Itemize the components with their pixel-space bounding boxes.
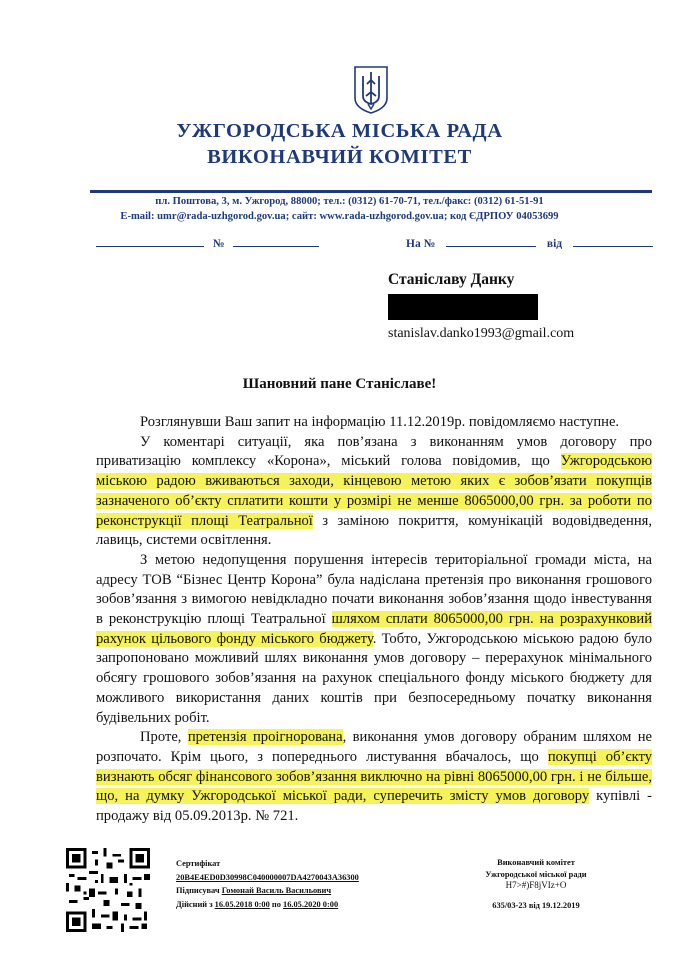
certificate-serial: 20B4E4ED0D30998C040000007DA4270043A36300 [176,872,359,882]
letter-body [96,413,652,827]
paragraph-1: Розглянувши Ваш запит на інформацію 11.12.2019р. повідомляємо наступне. [140,414,620,430]
paragraph-2: У коментарі ситуації, яка пов’язана з виконанням умов договору про приватизацію комплексу «Корона», міський голова повідомив, що Ужгородською міською радою вживаються заходи, кінцевою метою яких є зобов’язати покупців зазначеного об’єкту сплатити кошти у розмірі не менше 8065000,00 грн. за роботи по реконструкції площі Театральної з заміною покриття, комунікацій водовідведення, лавиць, системи освітлення. [96,433,653,549]
outgoing-number-line [96,236,319,250]
valid-from: 16.05.2018 0:00 [214,899,270,909]
reply-number-line [406,236,653,250]
coat-of-arms-icon [354,66,388,114]
paragraph-3: З метою недопущення порушення інтересів територіальної громади міста, на адресу ТОВ “Бізнес Центр Корона” була надіслана претензія про виконання грошового зобов’язання з вимогою невідкладно почати виконання зобов’язання щодо інвестування в реконструкцію площі Театральної шляхом сплати 8065000,00 грн. на розрахунковий рахунок цільового фонду міського бюджету. Тобто, Ужгородською міською радою було запропоновано можливий шлях виконання умов договору – перерахунок мінімального обсягу грошового зобов’язання на рахунок спеціального фонду міського бюджету для можливого використання даних коштів при безпосередньому початку виконання будівельних робіт. [96,551,653,726]
addressee-email: stanislav.danko1993@gmail.com [388,326,575,341]
highlight: покупці об’єкту визнають обсяг фінансового зобов’язання виключно на рівні 8065000,00 грн. і не більше, що, на думку Ужгородської міської ради, суперечить змісту умов договору [96,748,653,805]
signature-certificate: Сертифікат 20B4E4ED0D30998C040000007DA4270043A36300 Підписувач Гомонай Василь Васильович Дійсний з 16.05.2018 0:00 по 16.05.2020 0:00 [176,859,359,909]
number-label: № [212,238,225,250]
reply-date-blank [573,236,653,247]
paragraph-4: Проте, претензія проігнорована, виконання умов договору обраним шляхом не розпочато. Крім цього, з попереднього листування вбачалось, що покупці об’єкту визнають обсяг фінансового зобов’язання виключно на рівні 8065000,00 грн. і не більше, що, на думку Ужгородської міської ради, суперечить змісту умов договору купівлі - продажу від 05.09.2013р. № 721. [96,729,653,825]
org-subtitle: ВИКОНАВЧИЙ КОМІТЕТ [207,146,472,168]
certificate-label: Сертифікат [176,859,221,868]
date-from-label: від [546,238,563,250]
highlight: Ужгородською міською радою вживаються заходи, кінцевою метою яких є зобов’язати покупців зазначеного об’єкту сплатити кошти у розмірі не менше 8065000,00 грн. за роботи по реконструкції площі Театральної [96,453,652,529]
certificate-signer: Гомонай Василь Васильович [221,886,332,895]
registration-stamp: Виконавчий комітет Ужгородської міської ради H7>#)F8jVIz+O 635/03-23 від 19.12.2019 [456,857,616,911]
highlight: претензія проігнорована [187,729,343,746]
reply-to-label: На № [406,238,436,250]
addressee-name: Станіславу Данку [388,271,515,288]
org-title: УЖГОРОДСЬКА МІСЬКА РАДА [176,120,503,142]
address-line: пл. Поштова, 3, м. Ужгород, 88000; тел.: (0312) 61-70-71, тел./факс: (0312) 61-51-91 [155,196,544,207]
valid-to: 16.05.2020 0:00 [283,899,339,909]
outgoing-date-blank [96,236,204,247]
redacted-block [388,294,538,320]
stamp-code: H7>#)F8jVIz+O [505,880,567,891]
registration-number: 635/03-23 від 19.12.2019 [492,900,580,910]
highlight: шляхом сплати 8065000,00 грн. на розрахунковий рахунок цільового фонду міського бюджету [96,611,653,647]
salutation: Шановний пане Станіславе! [242,376,437,392]
contact-line: E-mail: umr@rada-uzhgorod.gov.ua; сайт: www.rada-uzhgorod.gov.ua; код ЄДРПОУ 04053699 [120,211,559,222]
reply-number-blank [446,236,536,247]
qr-code [66,848,150,932]
header-divider [90,190,652,193]
outgoing-number-blank [233,236,319,247]
